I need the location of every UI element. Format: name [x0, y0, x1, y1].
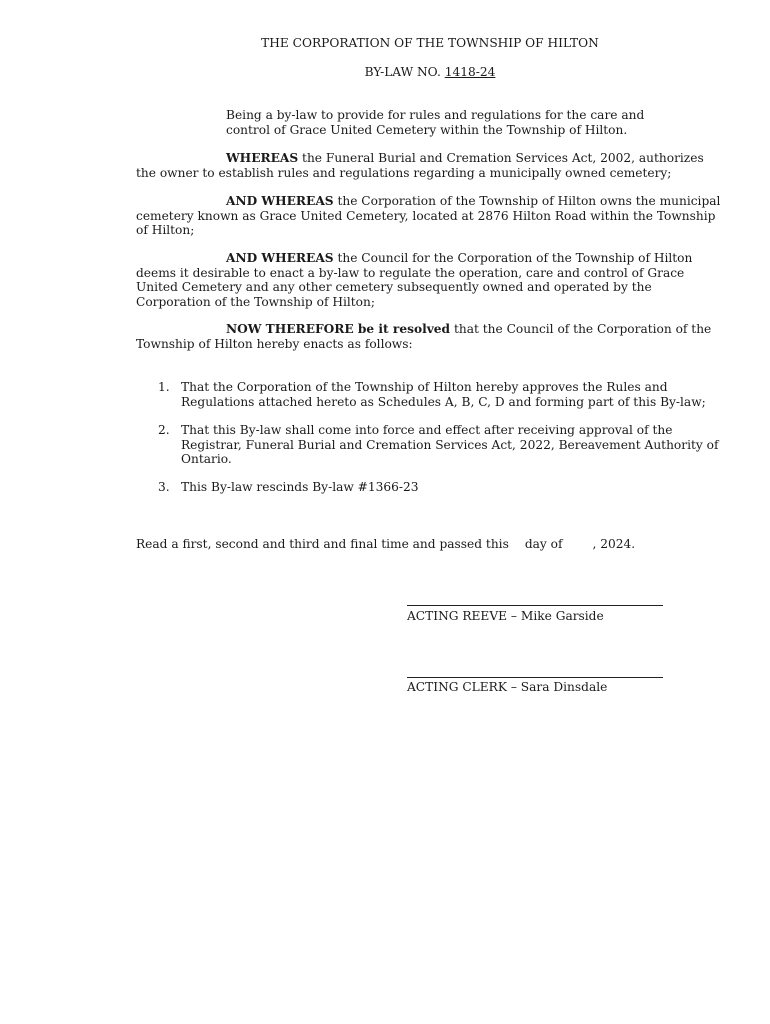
- passage-part-2: day of: [524, 537, 563, 551]
- reeve-signature-line: [407, 605, 663, 606]
- bylaw-number-line: [0, 65, 770, 80]
- clerk-signature-label: ACTING CLERK – Sara Dinsdale: [407, 680, 608, 694]
- recital-lead: AND WHEREAS: [226, 251, 334, 265]
- recital-and-whereas-2: [136, 251, 724, 309]
- recital-text: the Funeral Burial and Cremation Services Act, 2002, authorizes the owner to establish rules and regulations regarding a municipally owned cemetery;: [136, 151, 704, 180]
- resolution-text: that the Council of the Corporation of the Township of Hilton hereby enacts as follows:: [136, 322, 712, 351]
- passage-part-3: , 2024.: [592, 537, 636, 551]
- recital-lead: WHEREAS: [226, 151, 299, 165]
- clerk-signature-line: [407, 677, 663, 678]
- item-number: 3.: [158, 480, 170, 494]
- item-text: That the Corporation of the Township of Hilton hereby approves the Rules and Regulations attached hereto as Schedules A, B, C, D and forming part of this By-law;: [181, 380, 706, 409]
- purpose-line-1: Being a by-law to provide for rules and regulations for the care and: [226, 108, 645, 122]
- passage-statement: [136, 537, 736, 552]
- recital-whereas: [136, 151, 724, 180]
- item-number: 2.: [158, 423, 170, 437]
- item-text: This By-law rescinds By-law #1366-23: [181, 480, 419, 494]
- recital-lead: AND WHEREAS: [226, 194, 334, 208]
- resolution-lead: NOW THEREFORE be it resolved: [226, 322, 451, 336]
- recital-text: the Corporation of the Township of Hilton owns the municipal cemetery known as Grace United Cemetery, located at 2876 Hilton Road within the Township of Hilton;: [136, 194, 721, 237]
- item-number: 1.: [158, 380, 170, 394]
- recital-text: the Council for the Corporation of the Township of Hilton deems it desirable to enact a by-law to regulate the operation, care and control of Grace United Cemetery and any other cemetery subsequently owned and operated by the Corporation of the Township of Hilton;: [136, 251, 693, 309]
- bylaw-number: 1418-24: [444, 65, 496, 79]
- document-title: THE CORPORATION OF THE TOWNSHIP OF HILTON: [261, 36, 599, 50]
- item-text: That this By-law shall come into force and effect after receiving approval of the Registrar, Funeral Burial and Cremation Services Act, 2022, Bereavement Authority of Ontario.: [181, 423, 719, 466]
- recital-and-whereas-1: [136, 194, 724, 238]
- reeve-signature-label: ACTING REEVE – Mike Garside: [407, 609, 604, 623]
- passage-part-1: Read a first, second and third and final time and passed this: [136, 537, 509, 551]
- bylaw-prefix: BY-LAW NO.: [364, 65, 445, 79]
- purpose-line-2: control of Grace United Cemetery within the Township of Hilton.: [226, 123, 628, 137]
- resolution: [136, 322, 724, 351]
